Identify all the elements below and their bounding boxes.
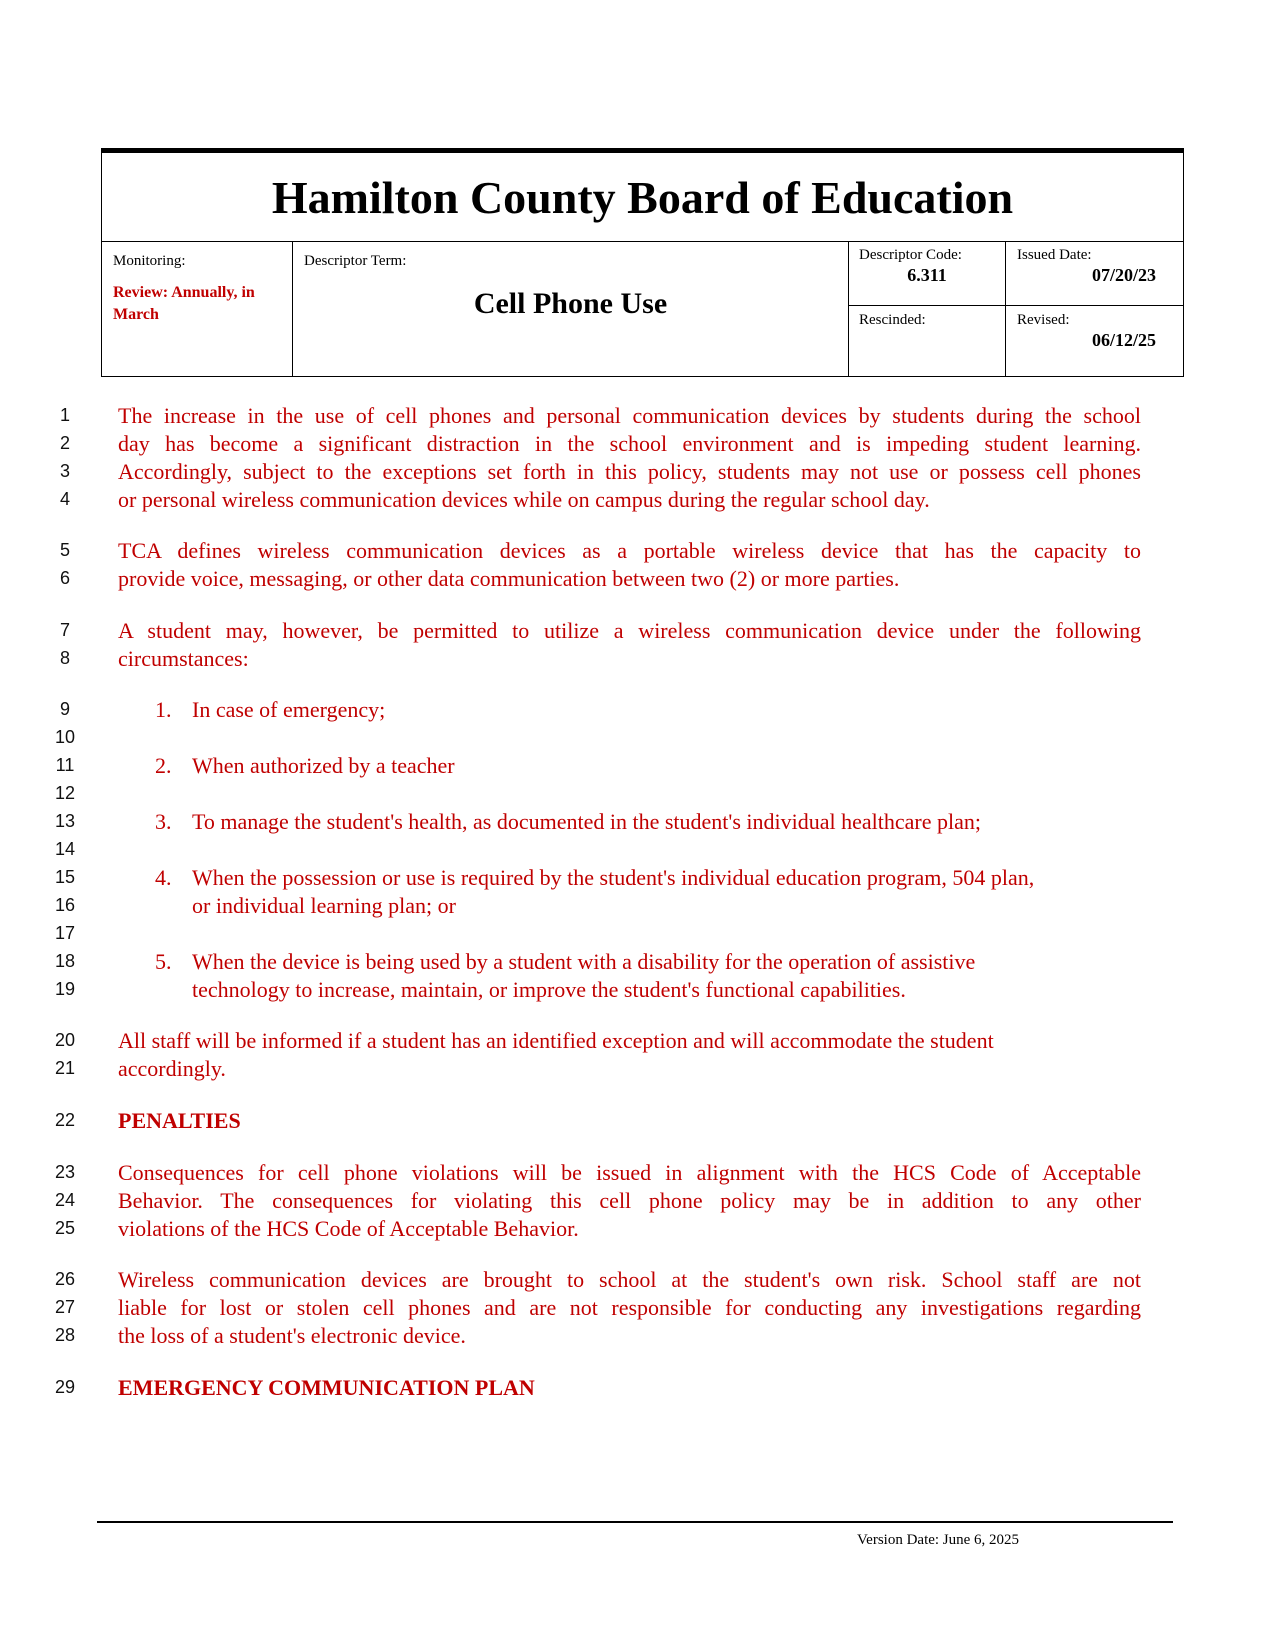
issued-date-cell — [1006, 241, 1183, 306]
version-date: Version Date: June 6, 2025 — [857, 1532, 1020, 1548]
line-number: 17 — [54, 923, 76, 943]
list-text: To manage the student's health, as documented in the student's individual healthcare plan; — [192, 809, 982, 834]
paragraph-line: Consequences for cell phone violations will be issued in alignment with the HCS Code of Acceptable — [118, 1160, 1141, 1185]
line-number: 29 — [54, 1377, 76, 1397]
paragraph-line: violations of the HCS Code of Acceptable Behavior. — [118, 1216, 579, 1241]
paragraph-line: Behavior. The consequences for violating this cell phone policy may be in addition to any other — [118, 1188, 1141, 1213]
revised-date: 06/12/25 — [1091, 330, 1156, 350]
descriptor-code-label: Descriptor Code: — [859, 247, 962, 263]
line-number: 6 — [59, 568, 70, 588]
revised-label: Revised: — [1017, 312, 1070, 328]
list-number: 4. — [155, 865, 172, 890]
paragraph-line: A student may, however, be permitted to utilize a wireless communication device under the following — [118, 618, 1141, 643]
list-item-continuation: or individual learning plan; or — [192, 893, 456, 918]
paragraph-line: Wireless communication devices are brought to school at the student's own risk. School staff are not — [118, 1267, 1141, 1292]
line-number: 22 — [54, 1110, 76, 1130]
descriptor-code-cell — [849, 241, 1006, 306]
rescinded-cell — [849, 306, 1006, 377]
monitoring-cell — [102, 241, 293, 377]
list-number: 1. — [155, 697, 172, 722]
board-title: Hamilton County Board of Education — [102, 153, 1183, 242]
descriptor-code: 6.311 — [907, 265, 947, 285]
paragraph-line: day has become a significant distraction in the school environment and is impeding student learning. — [118, 431, 1141, 456]
line-number: 15 — [54, 867, 76, 887]
descriptor-term-label: Descriptor Term: — [304, 253, 407, 269]
list-item — [155, 948, 1141, 976]
line-number: 4 — [59, 489, 70, 509]
line-number: 19 — [54, 979, 76, 999]
line-number: 7 — [59, 620, 70, 640]
line-number: 10 — [54, 727, 76, 747]
paragraph-line: or personal wireless communication devices while on campus during the regular school day. — [118, 487, 930, 512]
line-number: 9 — [59, 699, 70, 719]
paragraph-line: The increase in the use of cell phones and personal communication devices by students during the school — [118, 403, 1141, 428]
line-number: 18 — [54, 951, 76, 971]
list-text: When authorized by a teacher — [192, 753, 455, 778]
line-number: 24 — [54, 1190, 76, 1210]
line-number: 13 — [54, 811, 76, 831]
paragraph-line: provide voice, messaging, or other data communication between two (2) or more parties. — [118, 566, 900, 591]
line-number: 16 — [54, 895, 76, 915]
line-number: 12 — [54, 783, 76, 803]
section-heading-penalties: PENALTIES — [118, 1108, 241, 1133]
line-number: 1 — [59, 405, 70, 425]
list-item — [155, 696, 1141, 724]
paragraph-line: accordingly. — [118, 1056, 226, 1081]
line-number: 5 — [59, 540, 70, 560]
list-text: In case of emergency; — [192, 697, 386, 722]
line-number: 28 — [54, 1325, 76, 1345]
rescinded-label: Rescinded: — [859, 312, 926, 328]
list-item-continuation: technology to increase, maintain, or improve the student's functional capabilities. — [192, 977, 906, 1002]
paragraph-line: TCA defines wireless communication devices as a portable wireless device that has the capacity to — [118, 538, 1141, 563]
line-number: 26 — [54, 1269, 76, 1289]
list-item — [155, 864, 1141, 892]
descriptor-term: Cell Phone Use — [473, 287, 668, 320]
paragraph-line: the loss of a student's electronic device. — [118, 1323, 466, 1348]
paragraph-line: circumstances: — [118, 646, 249, 671]
line-number: 8 — [59, 648, 70, 668]
issued-date: 07/20/23 — [1091, 265, 1156, 285]
revised-cell — [1006, 306, 1183, 377]
monitoring-value: Review: Annually, in March — [113, 284, 255, 323]
line-number: 23 — [54, 1162, 76, 1182]
line-number: 25 — [54, 1218, 76, 1238]
descriptor-term-cell — [293, 241, 849, 377]
line-number: 20 — [54, 1030, 76, 1050]
line-number: 3 — [59, 461, 70, 481]
line-number: 2 — [59, 433, 70, 453]
list-text: When the possession or use is required by the student's individual education program, 504 plan, — [192, 865, 1035, 890]
line-number: 14 — [54, 839, 76, 859]
list-number: 2. — [155, 753, 172, 778]
list-number: 3. — [155, 809, 172, 834]
list-text: When the device is being used by a student with a disability for the operation of assistive — [192, 949, 976, 974]
footer-divider — [97, 1521, 1173, 1523]
list-item — [155, 808, 1141, 836]
paragraph-line: All staff will be informed if a student has an identified exception and will accommodate the student — [118, 1028, 994, 1053]
line-number: 11 — [55, 755, 75, 775]
monitoring-label: Monitoring: — [113, 253, 186, 269]
paragraph-line: Accordingly, subject to the exceptions set forth in this policy, students may not use or possess cell phones — [118, 459, 1141, 484]
line-number: 21 — [54, 1058, 76, 1078]
line-number: 27 — [54, 1297, 76, 1317]
paragraph-line: liable for lost or stolen cell phones and are not responsible for conducting any investigations regarding — [118, 1295, 1141, 1320]
section-heading-emergency: EMERGENCY COMMUNICATION PLAN — [118, 1375, 535, 1400]
issued-date-label: Issued Date: — [1017, 247, 1092, 263]
list-item — [155, 752, 1141, 780]
policy-header — [101, 148, 1184, 377]
list-number: 5. — [155, 949, 172, 974]
